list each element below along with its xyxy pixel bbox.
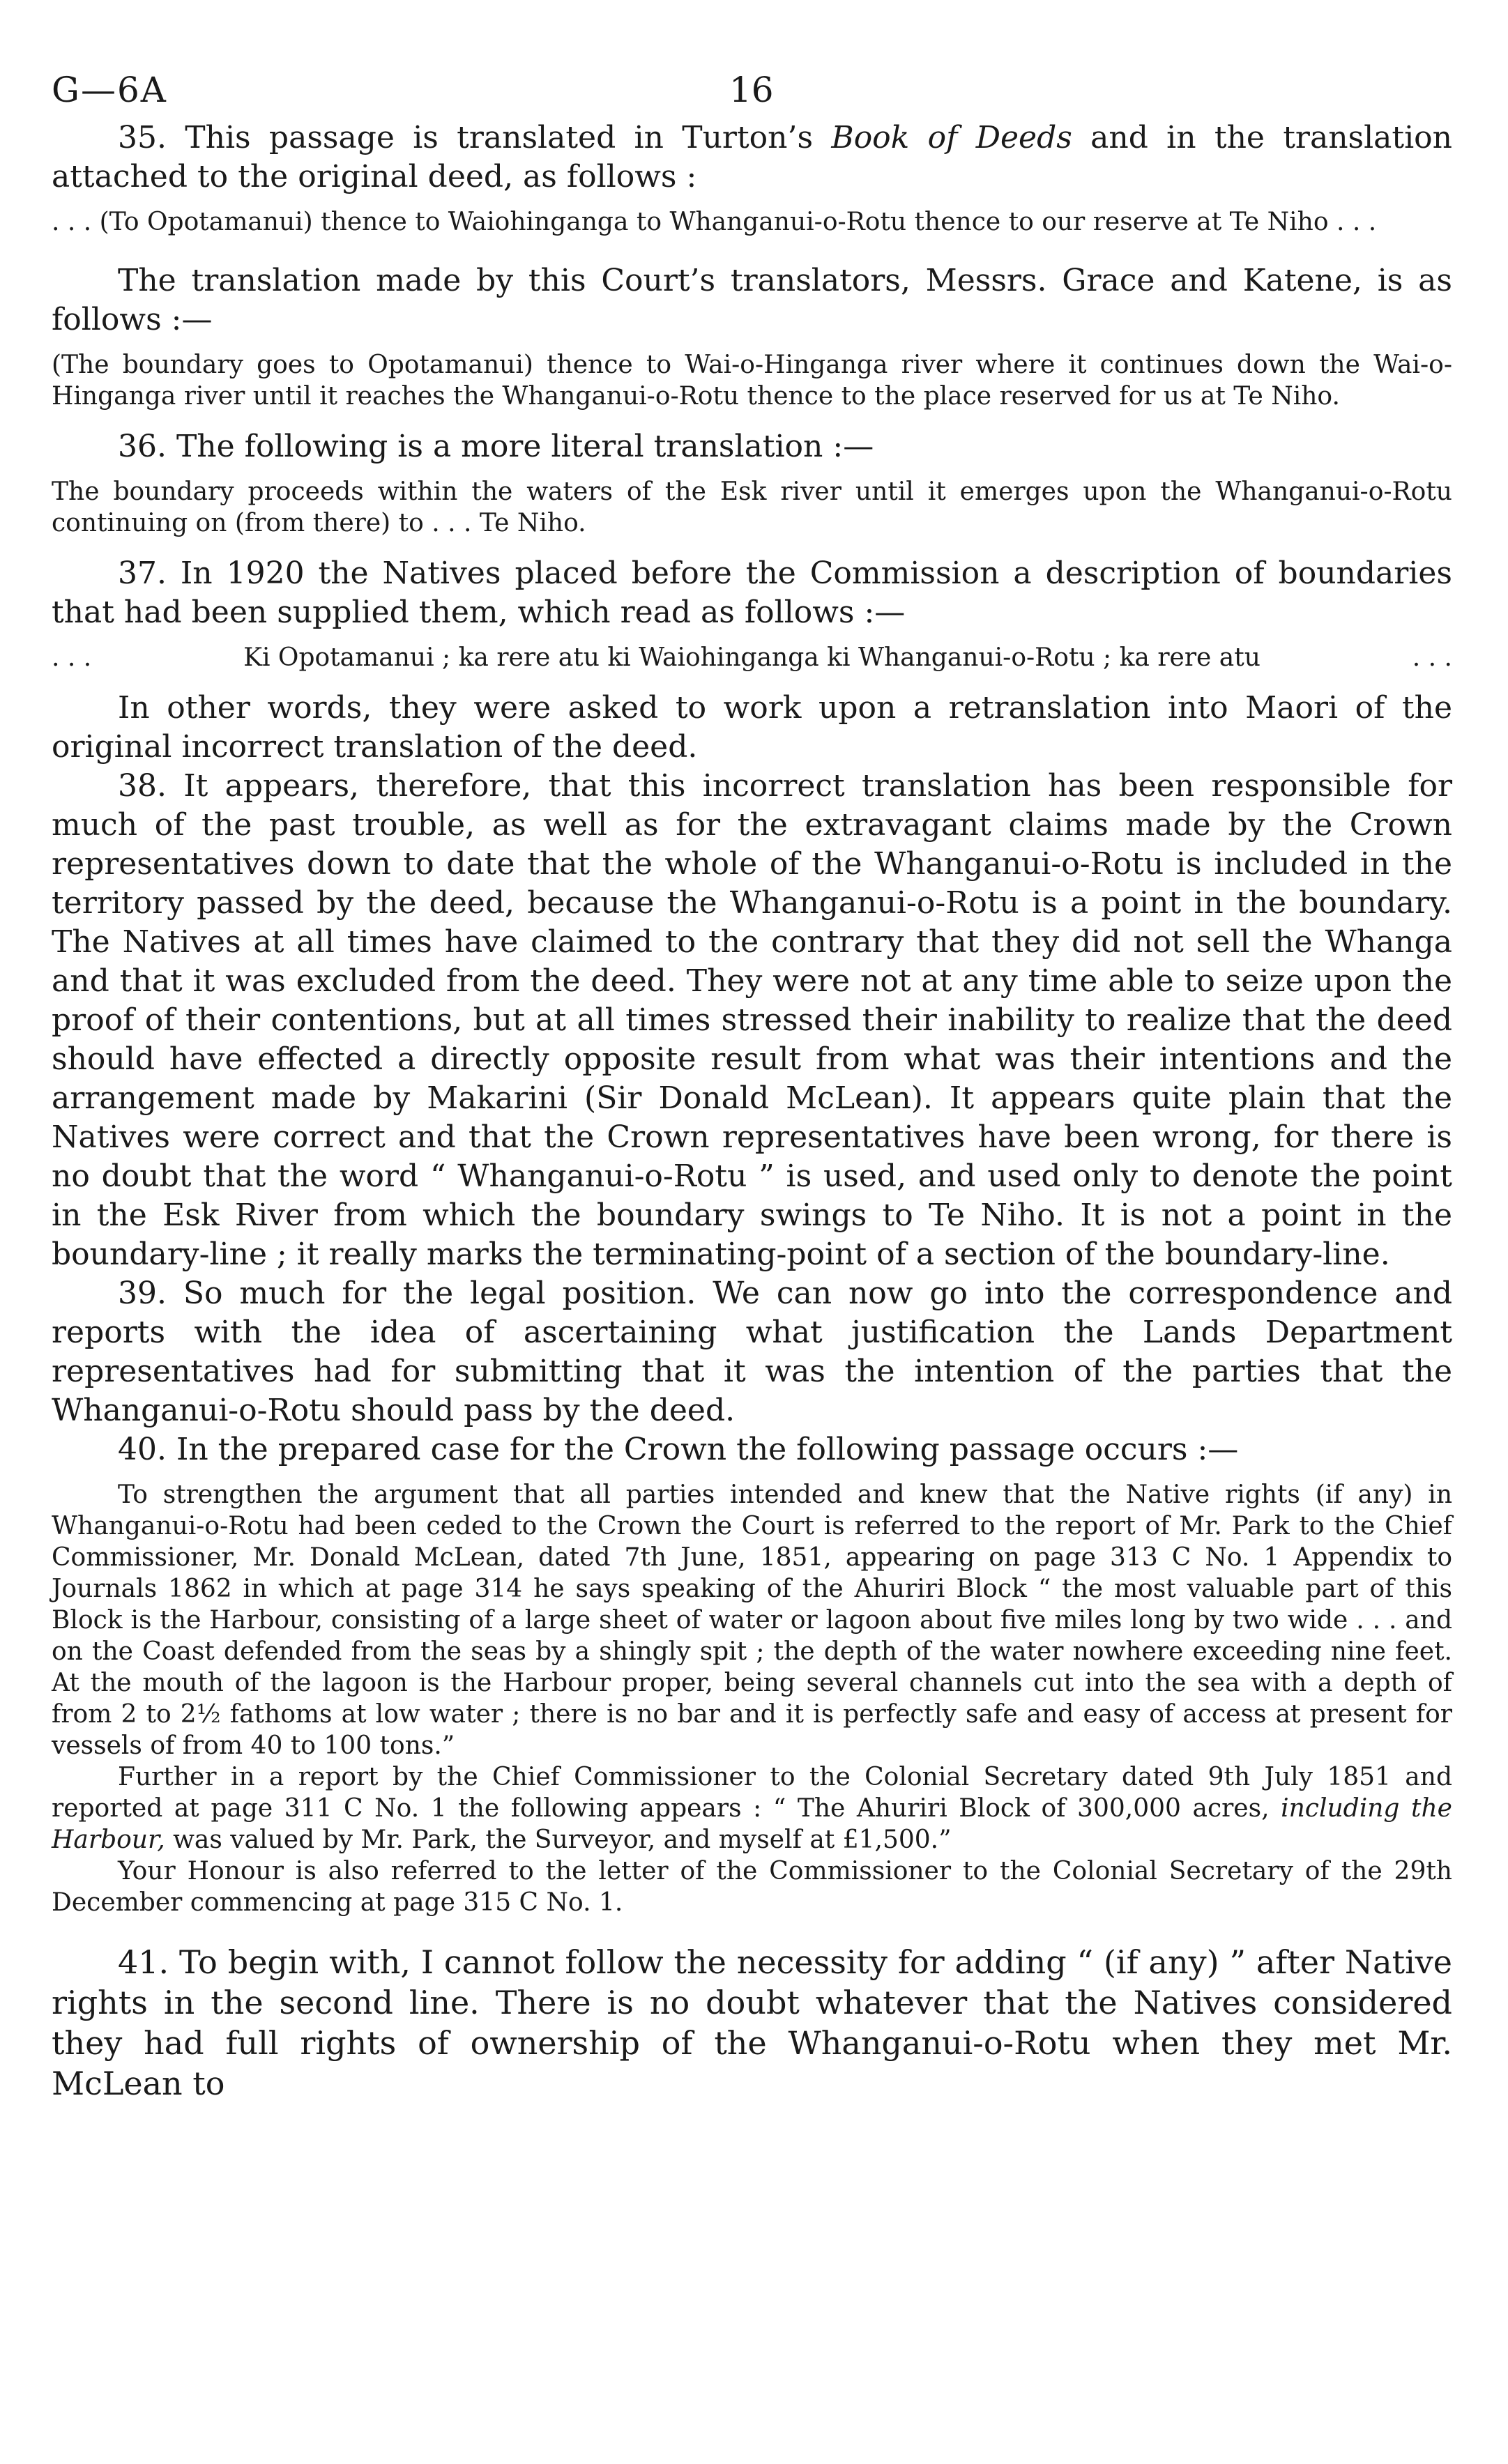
paragraph-41: 41. To begin with, I cannot follow the necessity for adding “ (if any) ” after Native rights in the second line. There is no doubt whatever that the Natives considered they had full rights of ownership of the Whanganui-o-Rotu when they met Mr. McLean to (52, 1943, 1452, 2102)
book-of-deeds-title: Book of Deeds (831, 120, 1072, 155)
paragraph-37: 37. In 1920 the Natives placed before the Commission a description of boundaries that had been supplied them, which read as follows :— (52, 556, 1452, 630)
page-number: 16 (729, 70, 774, 110)
quote-chief-commissioner-report: Further in a report by the Chief Commissioner to the Colonial Secretary dated 9th July 1851 and reported at page 311 C No. 1 the following appears : “ The Ahuriri Block of 300,000 acres, including the Harbour, was valued by Mr. Park, the Surveyor, and myself at £1,500.” (52, 1763, 1452, 1854)
quote-court-translation: (The boundary goes to Opotamanui) thence to Wai-o-Hinganga river where it continues down the Wai-o-Hinganga river until it reaches the Whanganui-o-Rotu thence to the place reserved for us at Te Niho. (52, 351, 1452, 411)
quote-crown-case: To strengthen the argument that all parties intended and knew that the Native rights (if any) in Whanganui-o-Rotu had been ceded to the Crown the Court is referred to the report of Mr. Park to the Chief Commissioner, Mr. Donald McLean, dated 7th June, 1851, appearing on page 313 C No. 1 Appendix to Journals 1862 in which at page 314 he says speaking of the Ahuriri Block “ the most valuable part of this Block is the Harbour, consisting of a large sheet of water or lagoon about five miles long by two wide . . . and on the Coast defended from the seas by a shingly spit ; the depth of the water nowhere exceeding nine feet. At the mouth of the lagoon is the Harbour proper, being several channels cut into the sea with a depth of from 2 to 2½ fathoms at low water ; there is no bar and it is perfectly safe and easy of access at present for vessels of from 40 to 100 tons.” (52, 1480, 1452, 1760)
paragraph-36: 36. The following is a more literal translation :— (118, 429, 874, 464)
paragraph-40: 40. In the prepared case for the Crown the following passage occurs :— (118, 1432, 1239, 1467)
paragraph-37-other-words: In other words, they were asked to work upon a retranslation into Maori of the original incorrect translation of the deed. (52, 690, 1452, 765)
paragraph-35: 35. This passage is translated in Turton’s Book of Deeds and in the translation attached to the original deed, as follows : (52, 120, 1452, 194)
paragraph-35-court-translation: The translation made by this Court’s translators, Messrs. Grace and Katene, is as follows :— (52, 263, 1452, 337)
quote-maori-boundaries: . . . Ki Opotamanui ; ka rere atu ki Waiohinganga ki Whanganui-o-Rotu ; ka rere atu . . . (52, 643, 1452, 672)
paragraph-38: 38. It appears, therefore, that this incorrect translation has been responsible for much of the past trouble, as well as for the extravagant claims made by the Crown representatives down to date that the whole of the Whanganui-o-Rotu is included in the territory passed by the deed, because the Whanganui-o-Rotu is a point in the boundary. The Natives at all times have claimed to the contrary that they did not sell the Whanga and that it was excluded from the deed. They were not at any time able to seize upon the proof of their contentions, but at all times stressed their inability to realize that the deed should have effected a directly opposite result from what was their intentions and the arrangement made by Makarini (Sir Donald McLean). It appears quite plain that the Natives were correct and that the Crown representatives have been wrong, for there is no doubt that the word “ Whanganui-o-Rotu ” is used, and used only to denote the point in the Esk River from which the boundary swings to Te Niho. It is not a point in the boundary-line ; it really marks the terminating-point of a section of the boundary-line. (52, 768, 1452, 1272)
document-reference: G—6A (52, 70, 167, 110)
quote-colonial-secretary-letter: Your Honour is also referred to the letter of the Commissioner to the Colonial Secretary of the 29th December commencing at page 315 C No. 1. (52, 1857, 1452, 1917)
quote-turton-translation: . . . (To Opotamanui) thence to Waiohinganga to Whanganui-o-Rotu thence to our reserve at Te Niho . . . (52, 208, 1377, 236)
page-header (52, 64, 1452, 118)
paragraph-39: 39. So much for the legal position. We can now go into the correspondence and reports with the idea of ascertaining what justification the Lands Department representatives had for submitting that it was the intention of the parties that the Whanganui-o-Rotu should pass by the deed. (52, 1276, 1452, 1428)
quote-literal-translation: The boundary proceeds within the waters of the Esk river until it emerges upon the Whanganui-o-Rotu continuing on (from there) to . . . Te Niho. (52, 477, 1452, 537)
